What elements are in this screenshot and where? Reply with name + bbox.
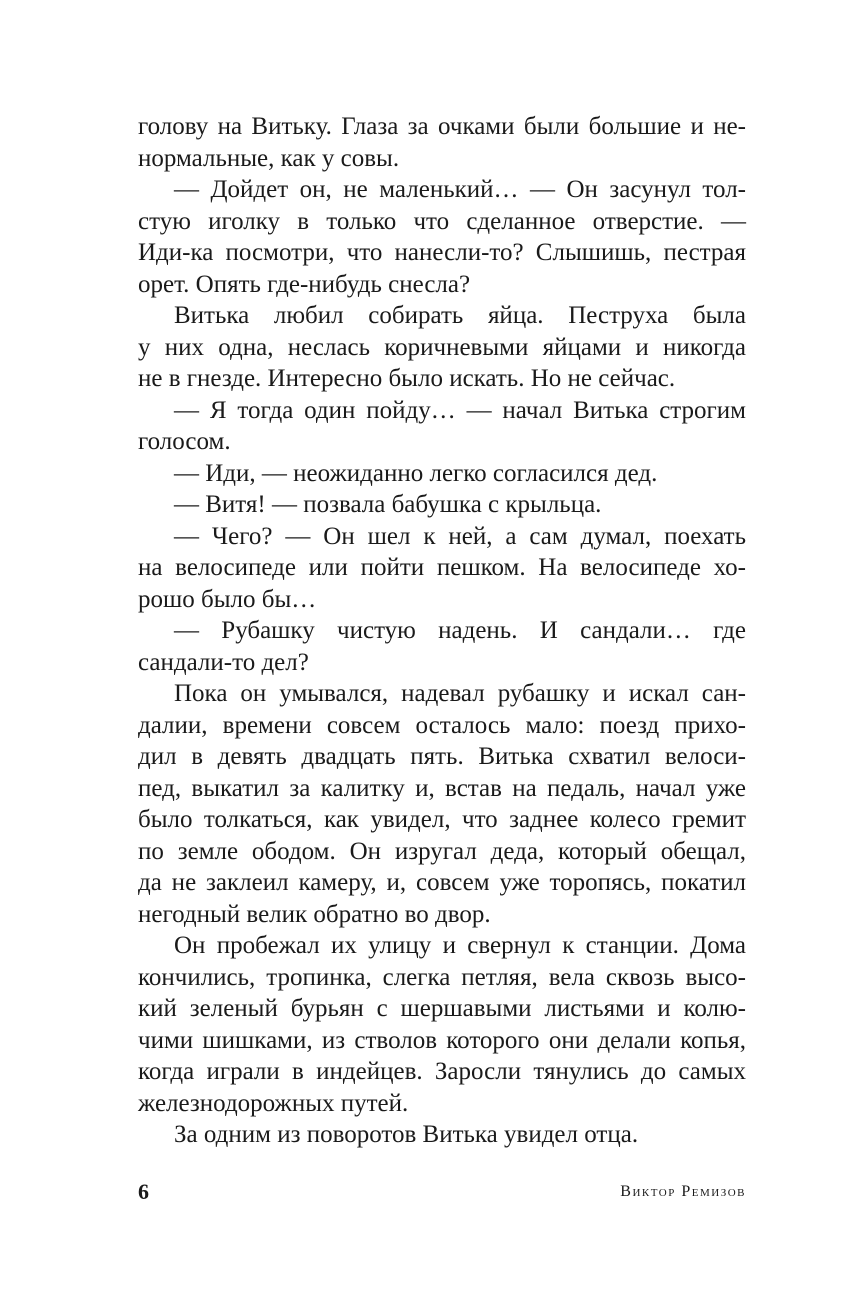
text-line: — Иди, — неожиданно легко согласился дед. (174, 459, 658, 487)
text-line: далии, времени совсем осталось мало: поезд прихо- (138, 711, 746, 739)
text-line: — Я тогда один пойду… — начал Витька строгим (174, 396, 746, 424)
text-line: голосом. (138, 428, 231, 455)
text-line: Пока он умывался, надевал рубашку и искал сан- (174, 680, 746, 707)
text-line: кончились, тропинка, слегка петляя, вела сквозь высо- (138, 963, 746, 991)
text-line: не в гнезде. Интересно было искать. Но не сейчас. (138, 365, 676, 392)
text-line: на велосипеде или пойти пешком. На велосипеде хо- (138, 554, 746, 581)
text-line: орет. Опять где-нибудь снесла? (138, 270, 471, 298)
text-line: стую иголку в только что сделанное отверстие. — (138, 207, 746, 235)
text-line: по земле ободом. Он изругал деда, который обещал, (138, 837, 746, 865)
running-head-author: Виктор Ремизов (620, 1183, 746, 1200)
text-line: пед, выкатил за калитку и, встав на педаль, начал уже (138, 774, 746, 802)
text-line: у них одна, неслась коричневыми яйцами и никогда (138, 333, 746, 361)
text-line: За одним из поворотов Витька увидел отца. (174, 1121, 639, 1148)
text-line: — Чего? — Он шел к ней, а сам думал, поехать (174, 522, 746, 550)
text-line: сандали-то дел? (138, 648, 309, 676)
text-line: — Витя! — позвала бабушка с крыльца. (174, 491, 602, 518)
text-line: Витька любил собирать яйца. Пеструха была (174, 302, 746, 329)
text-line: кий зеленый бурьян с шершавыми листьями и колю- (138, 995, 746, 1022)
text-line: — Дойдет он, не маленький… — Он засунул тол- (174, 176, 746, 203)
text-line: железнодорожных путей. (138, 1089, 409, 1117)
body-text (138, 111, 746, 1151)
text-line: чими шишками, из стволов которого они делали копья, (138, 1026, 746, 1054)
text-line: голову на Витьку. Глаза за очками были большие и не- (138, 113, 746, 140)
text-line: когда играли в индейцев. Заросли тянулись до самых (138, 1058, 746, 1085)
text-line: — Рубашку чистую надень. И сандали… где (174, 617, 746, 644)
text-line: негодный велик обратно во двор. (138, 900, 491, 928)
text-line: Иди-ка посмотри, что нанесли-то? Слышишь, пестрая (138, 239, 746, 266)
text-line: Он пробежал их улицу и свернул к станции. Дома (174, 932, 746, 959)
page-number: 6 (138, 1179, 149, 1204)
text-line: рошо было бы… (138, 585, 317, 613)
text-line: да не заклеил камеру, и, совсем уже торопясь, покатил (138, 869, 746, 896)
text-line: нормальные, как у совы. (138, 144, 400, 172)
text-line: было толкаться, как увидел, что заднее колесо гремит (138, 806, 746, 833)
text-line: дил в девять двадцать пять. Витька схватил велоси- (138, 743, 746, 770)
page-footer (138, 1177, 746, 1207)
